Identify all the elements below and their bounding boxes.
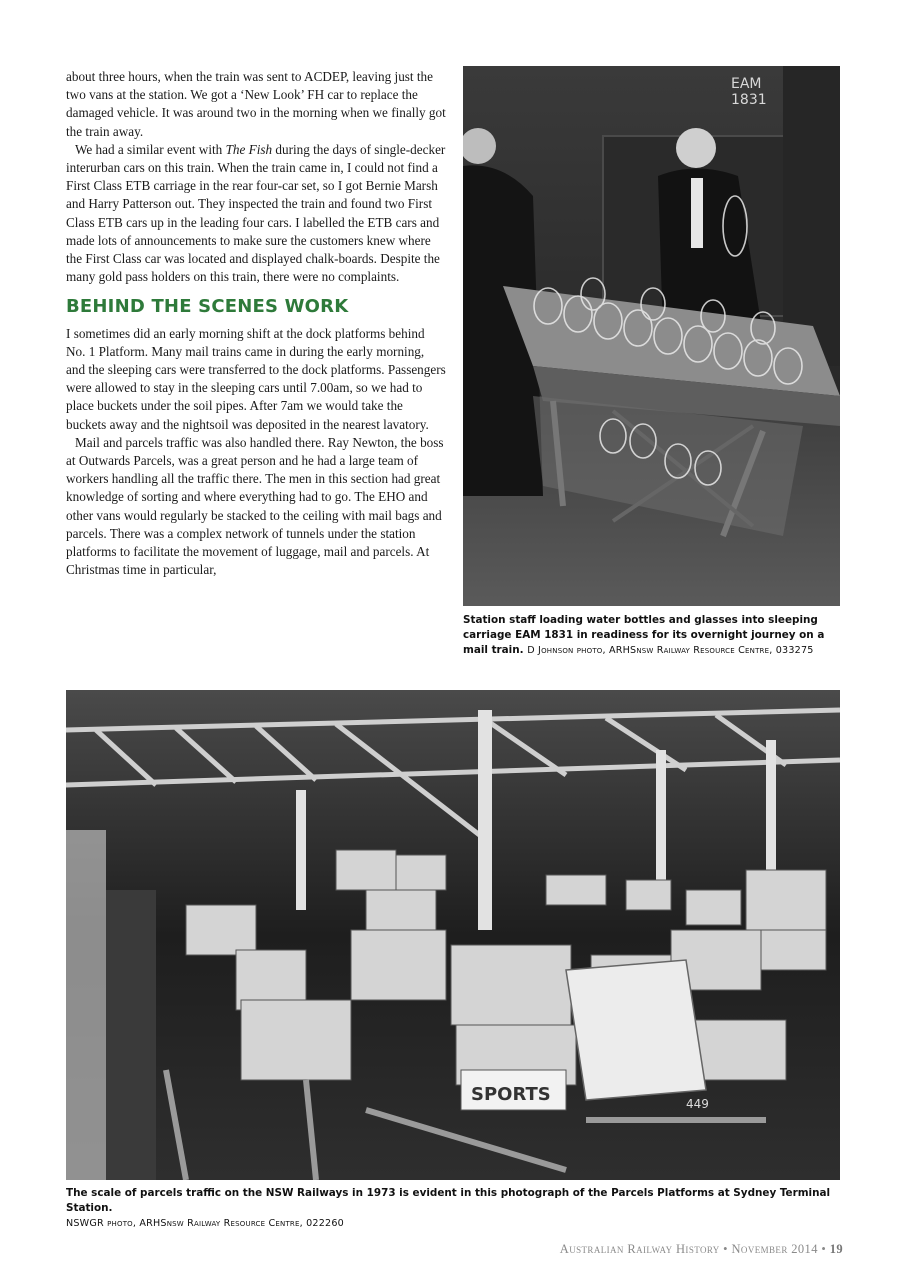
photo-parcels-platforms	[66, 690, 840, 1180]
photo-sleeping-carriage	[463, 66, 840, 606]
carriage-marking-letters: EAM	[731, 76, 762, 92]
paragraph-3: I sometimes did an early morning shift at the dock platforms behind No. 1 Platform. Many mail trains came in during the early morning, and the sleeping cars were transferred to the dock platforms. Passengers were allowed to stay in the sleeping cars until 7.00am, so we had to place buckets under the soil pipes. After 7am we would take the buckets away and the nightsoil was deposited in the nearest lavatory.	[66, 325, 446, 432]
photo-parcels-platforms-image	[66, 690, 840, 1180]
article-text-column	[66, 68, 446, 579]
page-number: 19	[829, 1242, 843, 1256]
photo-top-caption	[463, 613, 843, 658]
photo-top-credit: D Johnson photo, ARHSnsw Railway Resource Centre, 033275	[527, 645, 814, 656]
paragraph-2	[66, 141, 446, 287]
photo-bottom-caption	[66, 1186, 846, 1231]
paragraph-4: Mail and parcels traffic was also handled there. Ray Newton, the boss at Outwards Parcels, was a great person and he had a large team of workers handling all the traffic there. The men in this section had great knowledge of sorting and where everything had to go. The EHO and other vans would regularly be stacked to the ceiling with mail bags and parcels. There was a complex network of tunnels under the station platforms to facilitate the movement of luggage, mail and parcels. At Christmas time in particular,	[66, 434, 444, 578]
photo-bottom-caption-text: The scale of parcels traffic on the NSW Railways in 1973 is evident in this photograph of the Parcels Platforms at Sydney Terminal Station.	[66, 1187, 831, 1214]
box-label-sports: SPORTS	[471, 1084, 551, 1105]
photo-sleeping-carriage-image	[463, 66, 840, 606]
photo-top-caption-text: Station staff loading water bottles and glasses into sleeping carriage EAM 1831 in readiness for its overnight journey on a mail train.	[463, 614, 825, 656]
paragraph-1: about three hours, when the train was sent to ACDEP, leaving just the two vans at the station. We got a ‘New Look’ FH car to replace the damaged vehicle. It was around two in the morning when we finally got the train away.	[66, 69, 446, 139]
section-heading: BEHIND THE SCENES WORK	[66, 296, 349, 318]
carriage-marking-number: 1831	[731, 92, 767, 108]
page-footer	[560, 1242, 843, 1257]
paragraph-2-end: during the days of single-decker interurban cars on this train. When the train came in, I could not find a First Class ETB carriage in the rear four-car set, so I got Bernie Marsh and Harry Patterson out. They inspected the train and found two First Class ETB cars up in the leading four cars. I labelled the ETB cars and made lots of announcements to make sure the customers knew where the First Class car was located and displayed chalk-boards. Despite the many gold pass holders on this train, there were no complaints.	[66, 141, 446, 285]
paragraph-2-start: We had a similar event with	[75, 141, 226, 157]
photo-bottom-credit: NSWGR photo, ARHSnsw Railway Resource Centre, 022260	[66, 1218, 344, 1229]
paragraph-2-title-emphasis: The Fish	[225, 141, 273, 157]
trolley-number: 449	[686, 1097, 709, 1111]
footer-publication: Australian Railway History • November 2014 •	[559, 1242, 827, 1256]
